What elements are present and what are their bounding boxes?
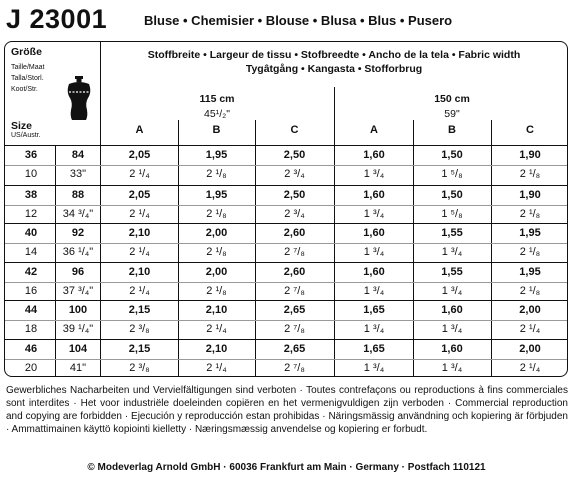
column-header: B	[212, 124, 221, 136]
row-midline	[5, 243, 568, 244]
yardage-meters: 2,50	[283, 149, 306, 161]
yardage-meters: 1,90	[519, 149, 541, 161]
yardage-yards: 2 ³/₈	[129, 362, 150, 374]
size-eu: 42	[24, 265, 38, 278]
yardage-meters: 1,90	[519, 188, 541, 201]
yardage-meters: 1,50	[441, 188, 463, 201]
yardage-meters: 2,10	[205, 304, 228, 317]
row-midline	[5, 205, 568, 206]
size-sub-label: Koot/Str.	[11, 86, 38, 93]
yardage-yards: 2 ¹/₈	[519, 284, 541, 297]
yardage-yards: 2 ⁷/₈	[284, 284, 305, 297]
fabric-width-title-line1: Stoffbreite • Largeur de tissu • Stofbreedte • Ancho de la tela • Fabric width	[147, 49, 521, 61]
yardage-yards: 2 ¹/₄	[206, 362, 227, 374]
column-header: B	[448, 124, 456, 136]
row-midline	[5, 320, 568, 321]
yardage-yards: 1 ³/₄	[363, 207, 385, 220]
yardage-meters: 2,60	[283, 265, 306, 278]
publisher-footer: © Modeverlag Arnold GmbH · 60036 Frankfurt am Main · Germany · Postfach 110121	[87, 462, 486, 473]
yardage-meters: 1,50	[441, 149, 463, 161]
yardage-meters: 2,00	[205, 265, 228, 278]
size-us: 14	[24, 246, 38, 259]
header	[6, 4, 566, 34]
yardage-yards: 1 ³/₄	[441, 323, 463, 336]
yardage-meters: 2,50	[283, 188, 306, 201]
yardage-meters: 1,60	[363, 227, 385, 240]
bust-inch: 41"	[69, 362, 87, 374]
table-row	[5, 223, 568, 263]
yardage-yards: 2 ¹/₈	[519, 246, 541, 259]
fabric-width-title	[101, 48, 567, 76]
yardage-yards: 1 ³/₄	[363, 246, 385, 259]
yardage-meters: 2,10	[128, 227, 151, 240]
size-sub-label: Taille/Maat	[11, 64, 45, 71]
yardage-yards: 1 ³/₄	[441, 362, 463, 374]
yardage-yards: 1 ³/₄	[441, 246, 463, 259]
yardage-meters: 1,65	[363, 343, 385, 355]
yardage-meters: 2,05	[128, 149, 151, 161]
yardage-yards: 2 ³/₈	[129, 323, 150, 336]
yardage-yards: 2 ¹/₈	[206, 168, 227, 180]
yardage-meters: 1,60	[363, 265, 385, 278]
bust-cm: 92	[71, 227, 85, 240]
bust-cm: 84	[71, 149, 85, 161]
pattern-number: J 23001	[6, 4, 108, 34]
size-us: 12	[24, 207, 38, 220]
yardage-yards: 1 ³/₄	[363, 362, 385, 374]
yardage-yards: 2 ¹/₄	[129, 246, 150, 259]
fabric-width-115cm: 115 cm	[199, 93, 235, 105]
yardage-meters: 2,15	[128, 304, 151, 317]
yardage-yards: 1 ⁵/₈	[441, 207, 463, 220]
size-label-us: US/Austr.	[11, 132, 41, 139]
yardage-meters: 1,95	[205, 188, 228, 201]
yardage-meters: 2,10	[205, 343, 228, 355]
yardage-meters: 2,10	[128, 265, 151, 278]
yardage-meters: 2,65	[283, 343, 306, 355]
size-us: 10	[24, 168, 38, 180]
bust-cm: 100	[68, 304, 88, 317]
table-body	[5, 146, 568, 377]
yardage-meters: 1,60	[441, 343, 463, 355]
size-label-en: Size	[11, 120, 33, 132]
size-us: 16	[24, 284, 38, 297]
yardage-table	[4, 41, 568, 377]
yardage-yards: 2 ¹/₈	[206, 284, 227, 297]
size-label-de: Größe	[11, 46, 42, 58]
bust-inch: 36 ¹/₄"	[62, 246, 94, 259]
size-us: 18	[24, 323, 38, 336]
yardage-meters: 2,05	[128, 188, 151, 201]
table-row	[5, 339, 568, 377]
size-sub-label: Talla/Storl.	[11, 75, 44, 82]
table-row	[5, 146, 568, 185]
yardage-meters: 1,95	[205, 149, 228, 161]
yardage-meters: 1,55	[441, 227, 463, 240]
size-header	[5, 42, 101, 145]
bust-cm: 96	[71, 265, 85, 278]
dress-form-icon	[64, 76, 94, 122]
size-eu: 36	[24, 149, 38, 161]
bust-inch: 34 ³/₄"	[62, 207, 94, 220]
yardage-yards: 2 ⁷/₈	[284, 246, 305, 259]
yardage-meters: 1,60	[363, 149, 385, 161]
legal-notice: Gewerbliches Nacharbeiten und Vervielfältigungen sind verboten · Toutes contrefaçons ou reproductions à fins commerciales sont interdites · Het voor industriële doeleinden copiëren en het vermenigvuldigen zijn verboden · Commercial reproduction and copying are forbidden · Ejecución y reproducción estan prohibidas · Näringsmässig användning och kopiering är förbjuden · Ammattimainen käyttö kopiointi kielletty · Næringsmæssig anvendelse og kopiering er forbudt.	[6, 385, 568, 435]
fabric-width-115-inch: 45¹/₂"	[204, 108, 230, 120]
yardage-meters: 2,65	[283, 304, 306, 317]
yardage-yards: 2 ¹/₈	[519, 207, 541, 220]
yardage-meters: 1,65	[363, 304, 385, 317]
row-midline	[5, 165, 568, 166]
column-header: C	[290, 124, 299, 136]
bust-inch: 37 ³/₄"	[62, 284, 94, 297]
yardage-meters: 2,60	[283, 227, 306, 240]
column-header: A	[370, 124, 378, 136]
yardage-yards: 2 ¹/₄	[519, 362, 541, 374]
bust-cm: 104	[68, 343, 88, 355]
size-eu: 40	[24, 227, 38, 240]
yardage-yards: 1 ⁵/₈	[441, 168, 463, 180]
table-row	[5, 185, 568, 225]
column-header: C	[526, 124, 534, 136]
size-eu: 46	[24, 343, 38, 355]
yardage-yards: 2 ¹/₈	[206, 207, 227, 220]
yardage-yards: 1 ³/₄	[363, 168, 385, 180]
yardage-yards: 2 ¹/₄	[206, 323, 227, 336]
fabric-width-150-inch: 59"	[444, 108, 460, 120]
yardage-yards: 2 ⁷/₈	[284, 362, 305, 374]
fabric-width-150cm: 150 cm	[434, 93, 470, 105]
yardage-yards: 2 ¹/₄	[129, 284, 150, 297]
yardage-meters: 2,00	[519, 343, 541, 355]
yardage-yards: 1 ³/₄	[363, 284, 385, 297]
row-midline	[5, 282, 568, 283]
yardage-yards: 2 ³/₄	[284, 207, 305, 220]
bust-inch: 39 ¹/₄"	[62, 323, 94, 336]
yardage-yards: 2 ¹/₈	[519, 168, 541, 180]
yardage-meters: 2,00	[205, 227, 228, 240]
bust-inch: 33"	[69, 168, 87, 180]
yardage-meters: 1,95	[519, 265, 541, 278]
size-eu: 38	[24, 188, 38, 201]
garment-names: Bluse • Chemisier • Blouse • Blusa • Blus • Pusero	[144, 13, 453, 28]
yardage-yards: 1 ³/₄	[363, 323, 385, 336]
column-header: A	[135, 124, 144, 136]
yardage-meters: 2,15	[128, 343, 151, 355]
yardage-meters: 1,60	[441, 304, 463, 317]
yardage-meters: 1,95	[519, 227, 541, 240]
yardage-yards: 2 ¹/₈	[206, 246, 227, 259]
size-eu: 44	[24, 304, 38, 317]
bust-cm: 88	[71, 188, 85, 201]
yardage-meters: 1,55	[441, 265, 463, 278]
yardage-yards: 2 ¹/₄	[129, 168, 150, 180]
yardage-yards: 2 ⁷/₈	[284, 323, 305, 336]
row-midline	[5, 359, 568, 360]
yardage-meters: 1,60	[363, 188, 385, 201]
yardage-meters: 2,00	[519, 304, 541, 317]
table-row	[5, 300, 568, 340]
size-us: 20	[24, 362, 38, 374]
yardage-yards: 2 ³/₄	[284, 168, 305, 180]
fabric-width-title-line2: Tygâtgång • Kangasta • Stofforbrug	[245, 63, 423, 75]
yardage-yards: 2 ¹/₄	[129, 207, 150, 220]
yardage-yards: 1 ³/₄	[441, 284, 463, 297]
yardage-yards: 2 ¹/₄	[519, 323, 541, 336]
table-row	[5, 262, 568, 302]
